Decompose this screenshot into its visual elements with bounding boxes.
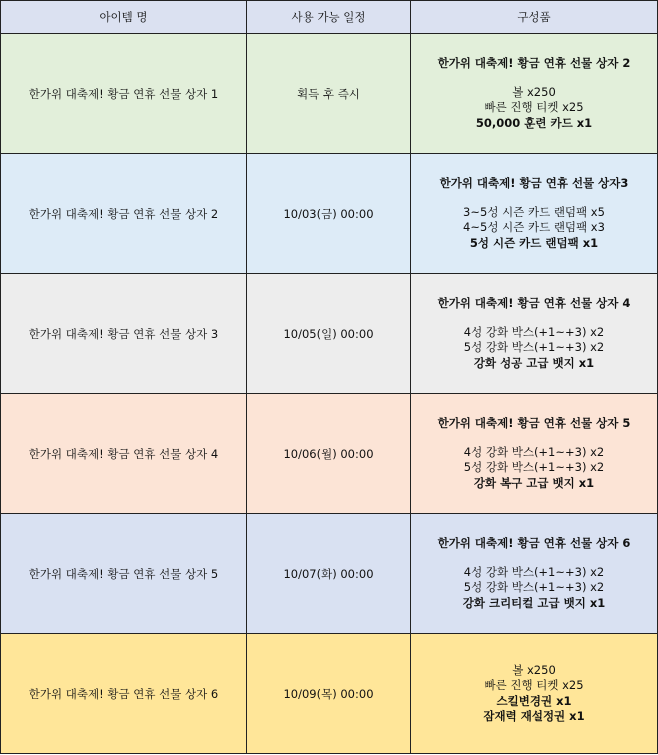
contents-item: 5성 시즌 카드 랜덤팩 x1 [469, 235, 599, 250]
table-row [1, 634, 658, 754]
spacer [411, 552, 657, 565]
header-row [1, 1, 658, 34]
contents-box-title: 한가위 대축제! 황금 연휴 선물 상자 2 [437, 56, 631, 70]
contents-cell [411, 514, 658, 634]
available-date-cell: 획득 후 즉시 [247, 34, 411, 154]
spacer [411, 192, 657, 205]
available-date-cell: 10/03(금) 00:00 [247, 154, 411, 274]
contents-cell [411, 274, 658, 394]
item-name-cell: 한가위 대축제! 황금 연휴 선물 상자 1 [1, 34, 247, 154]
contents-item: 빠른 진행 티켓 x25 [484, 678, 584, 692]
contents-item: 강화 성공 고급 뱃지 x1 [473, 355, 595, 370]
table-row [1, 154, 658, 274]
item-name-cell: 한가위 대축제! 황금 연휴 선물 상자 6 [1, 634, 247, 754]
contents-item: 5성 강화 박스(+1~+3) x2 [463, 580, 605, 594]
contents-item: 4성 강화 박스(+1~+3) x2 [463, 564, 605, 579]
contents-box-title: 한가위 대축제! 황금 연휴 선물 상자 6 [437, 536, 631, 550]
spacer [411, 312, 657, 325]
item-name-cell: 한가위 대축제! 황금 연휴 선물 상자 3 [1, 274, 247, 394]
table-row [1, 394, 658, 514]
item-name-cell: 한가위 대축제! 황금 연휴 선물 상자 2 [1, 154, 247, 274]
contents-item: 빠른 진행 티켓 x25 [484, 100, 584, 114]
contents-item: 볼 x250 [512, 662, 556, 677]
table-header [1, 1, 658, 34]
spacer [411, 72, 657, 85]
available-date-cell: 10/06(월) 00:00 [247, 394, 411, 514]
item-name-cell: 한가위 대축제! 황금 연휴 선물 상자 5 [1, 514, 247, 634]
available-date-cell: 10/05(일) 00:00 [247, 274, 411, 394]
contents-item: 4성 강화 박스(+1~+3) x2 [463, 324, 605, 339]
available-date-cell: 10/09(목) 00:00 [247, 634, 411, 754]
item-name-cell: 한가위 대축제! 황금 연휴 선물 상자 4 [1, 394, 247, 514]
table-row [1, 514, 658, 634]
table-row [1, 34, 658, 154]
contents-item: 잠재력 재설정권 x1 [483, 709, 585, 723]
contents-item: 5성 강화 박스(+1~+3) x2 [463, 340, 605, 354]
contents-item: 강화 크리티컬 고급 뱃지 x1 [462, 595, 606, 610]
contents-item: 볼 x250 [512, 84, 556, 99]
available-date-cell: 10/07(화) 00:00 [247, 514, 411, 634]
contents-item: 4성 강화 박스(+1~+3) x2 [463, 444, 605, 459]
contents-cell [411, 154, 658, 274]
contents-item: 강화 복구 고급 뱃지 x1 [473, 475, 595, 490]
contents-cell [411, 394, 658, 514]
header-contents: 구성품 [411, 1, 658, 34]
header-item-name: 아이템 명 [1, 1, 247, 34]
table-body [1, 34, 658, 754]
table-row [1, 274, 658, 394]
contents-box-title: 한가위 대축제! 황금 연휴 선물 상자3 [439, 176, 629, 190]
contents-item: 4~5성 시즌 카드 랜덤팩 x3 [463, 220, 605, 234]
contents-item: 50,000 훈련 카드 x1 [475, 115, 593, 130]
contents-box-title: 한가위 대축제! 황금 연휴 선물 상자 5 [437, 416, 631, 430]
contents-item: 5성 강화 박스(+1~+3) x2 [463, 460, 605, 474]
header-available-date: 사용 가능 일정 [247, 1, 411, 34]
contents-box-title: 한가위 대축제! 황금 연휴 선물 상자 4 [437, 296, 631, 310]
contents-cell [411, 34, 658, 154]
contents-cell [411, 634, 658, 754]
contents-item: 스킬변경권 x1 [496, 693, 572, 708]
spacer [411, 432, 657, 445]
contents-item: 3~5성 시즌 카드 랜덤팩 x5 [463, 204, 605, 219]
